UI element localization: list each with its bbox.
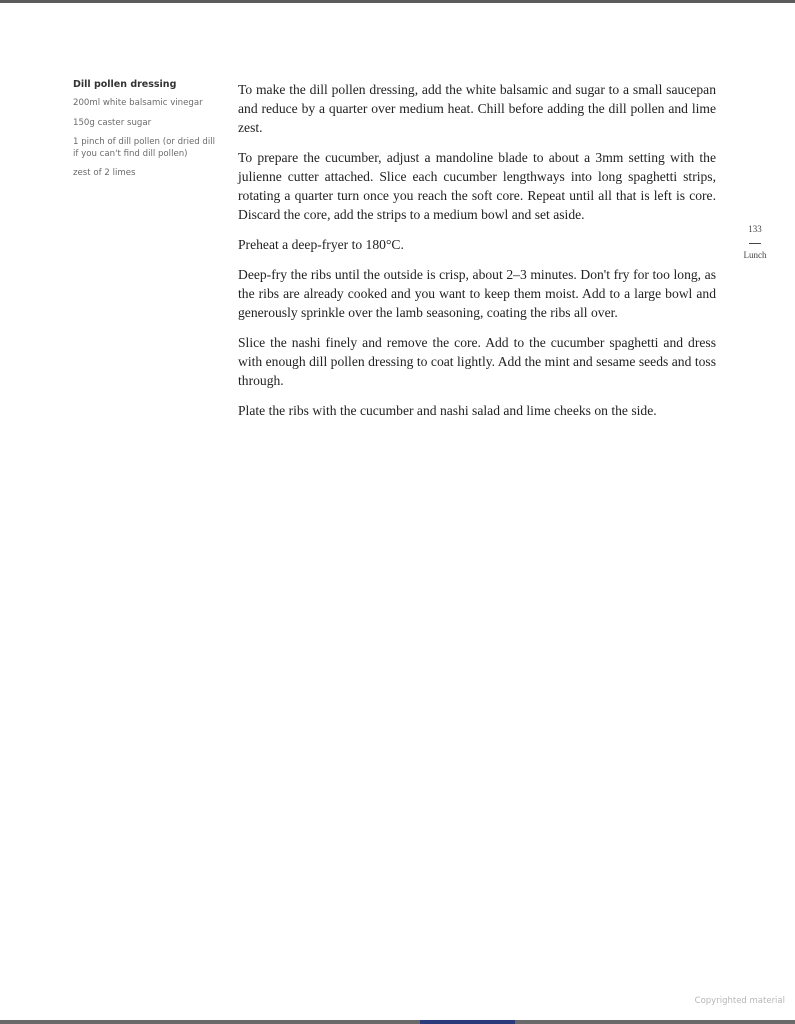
method-paragraph: To make the dill pollen dressing, add the white balsamic and sugar to a small saucepan and reduce by a quarter over medium heat. Chill before adding the dill pollen and lime zest.: [238, 82, 716, 135]
method-paragraph: Slice the nashi finely and remove the core. Add to the cucumber spaghetti and dress with enough dill pollen dressing to coat lightly. Add the mint and sesame seeds and toss through.: [238, 335, 716, 388]
ingredient-item: 150g caster sugar: [73, 117, 152, 128]
method-text: [238, 80, 716, 431]
page-marker: [738, 224, 772, 260]
page-number: 133: [748, 224, 762, 234]
ingredient-sidebar: [73, 79, 223, 188]
bottom-edge-bar: [0, 1020, 795, 1024]
ingredient-item: zest of 2 limes: [73, 168, 136, 178]
bottom-edge-mark: [420, 1020, 515, 1024]
section-name: Lunch: [743, 250, 767, 260]
method-paragraph: Deep-fry the ribs until the outside is crisp, about 2–3 minutes. Don't fry for too long, as the ribs are already cooked and you want to keep them moist. Add to a large bowl and generously sprinkle over the lamb seasoning, coating the ribs all over.: [238, 267, 716, 320]
ingredient-item: 200ml white balsamic vinegar: [73, 98, 203, 108]
method-paragraph: Plate the ribs with the cucumber and nashi salad and lime cheeks on the side.: [238, 403, 657, 418]
page-marker-divider: [749, 243, 761, 244]
method-paragraph: Preheat a deep-fryer to 180°C.: [238, 237, 404, 252]
copyright-watermark: Copyrighted material: [694, 996, 785, 1006]
top-edge-bar: [0, 0, 795, 3]
ingredient-item: 1 pinch of dill pollen (or dried dill if you can't find dill pollen): [73, 137, 216, 159]
method-paragraph: To prepare the cucumber, adjust a mandoline blade to about a 3mm setting with the julienne cutter attached. Slice each cucumber lengthways into long spaghetti strips, rotating a quarter turn once you reach the soft core. Repeat until all that is left is core. Discard the core, add the strips to a medium bowl and set aside.: [238, 150, 716, 222]
ingredient-title: Dill pollen dressing: [73, 79, 177, 90]
